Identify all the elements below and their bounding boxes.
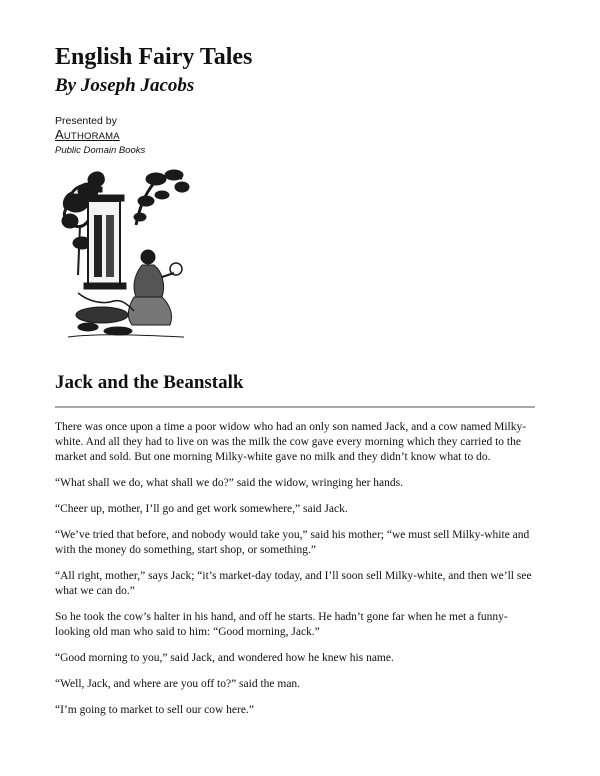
paragraph: “All right, mother,” says Jack; “it’s market-day today, and I’ll soon sell Milky-white, and then we’ll see what we can do.”	[55, 570, 532, 597]
paragraph: “Good morning to you,” said Jack, and wondered how he knew his name.	[55, 652, 394, 664]
ornamental-garden-lady-illustration	[58, 165, 190, 343]
paragraph: “I’m going to market to sell our cow here.”	[55, 704, 254, 716]
paragraph: There was once upon a time a poor widow who had an only son named Jack, and a cow named Milky-white. And all they had to live on was the milk the cow gave every morning which they carried to the market and sold. But one morning Milky-white gave no milk and they didn’t know what to do.	[55, 421, 527, 463]
paragraph: So he took the cow’s halter in his hand, and off he starts. He hadn’t gone far when he met a funny-looking old man who said to him: “Good morning, Jack.”	[55, 611, 508, 638]
chapter-title: Jack and the Beanstalk	[55, 372, 244, 393]
publisher-logo-rest: UTHORAMA	[63, 131, 120, 142]
presented-by-label: Presented by	[55, 115, 117, 127]
book-author: By Joseph Jacobs	[55, 75, 195, 96]
paragraph: “What shall we do, what shall we do?” said the widow, wringing her hands.	[55, 477, 403, 489]
book-title: English Fairy Tales	[55, 44, 253, 70]
paragraph: “Well, Jack, and where are you off to?” said the man.	[55, 678, 301, 690]
paragraph: “Cheer up, mother, I’ll go and get work somewhere,” said Jack.	[55, 503, 348, 515]
paragraph: “We’ve tried that before, and nobody would take you,” said his mother; “we must sell Milky-white and with the money do something, start shop, or something.”	[55, 529, 530, 556]
chapter-divider	[55, 406, 535, 408]
publisher-logo-initial: A	[55, 127, 64, 142]
chapter-body	[55, 420, 539, 729]
publisher-logo	[55, 128, 120, 143]
publisher-tagline: Public Domain Books	[55, 145, 146, 156]
